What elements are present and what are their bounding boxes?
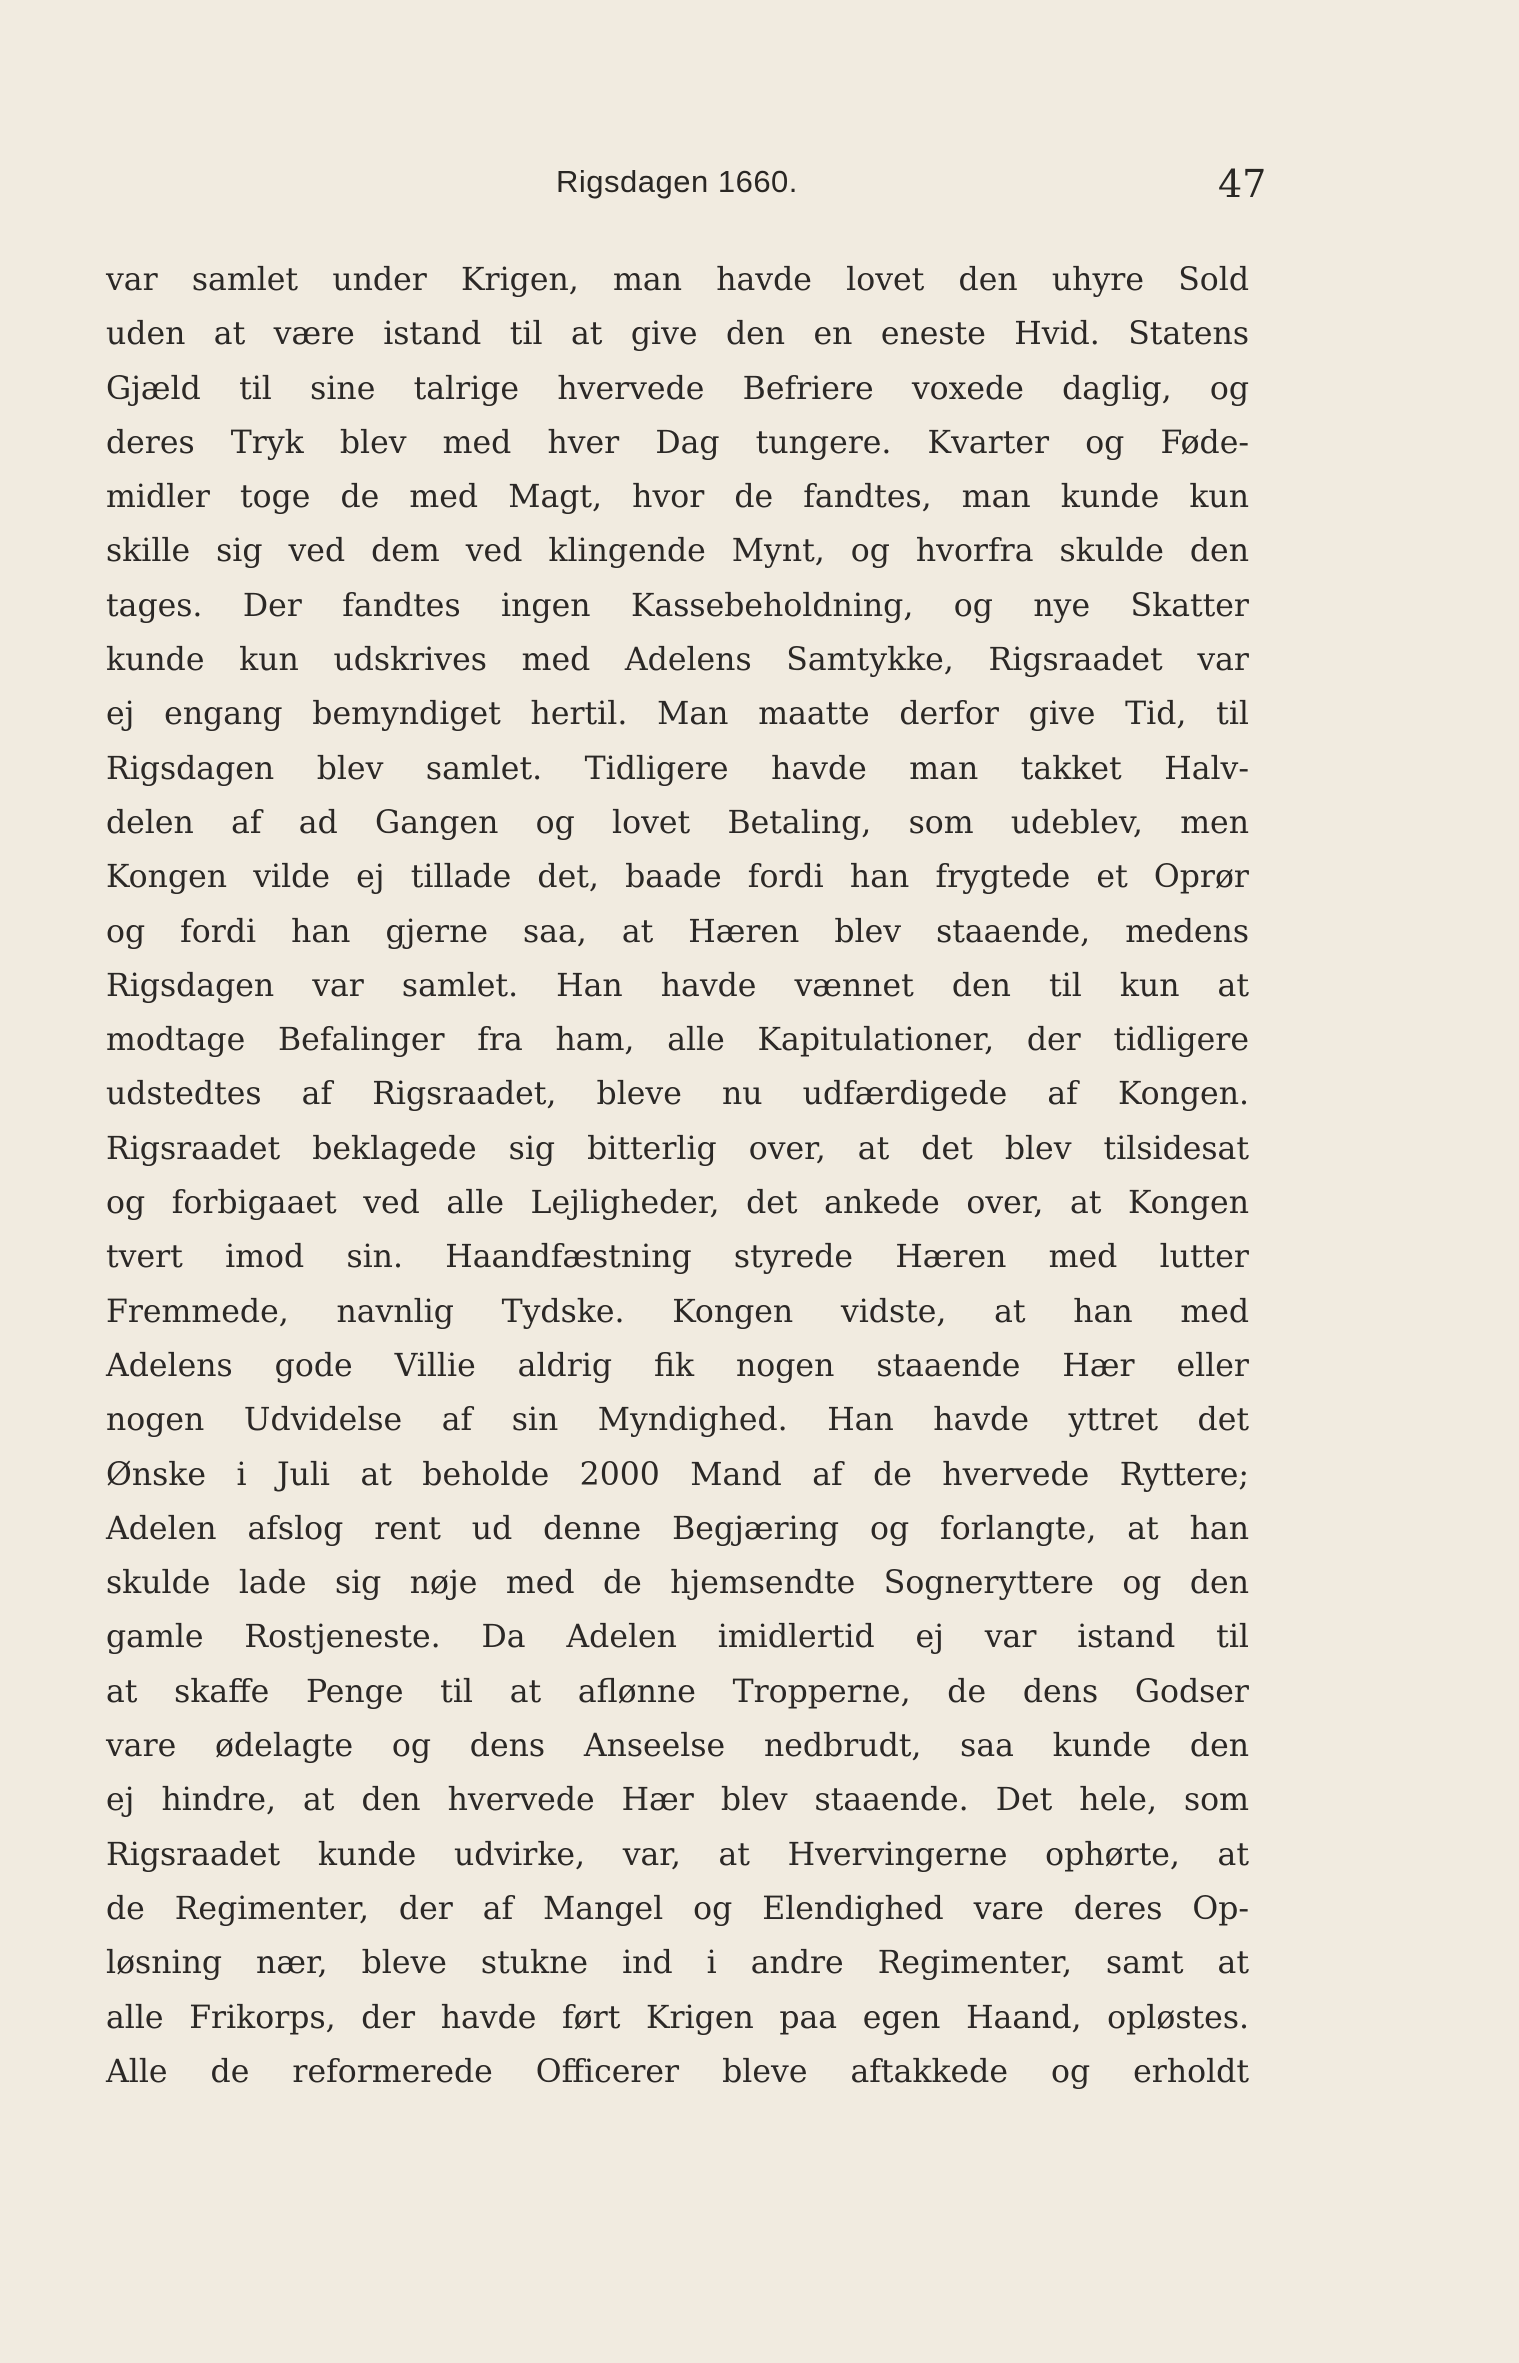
text-line: tages. Der fandtes ingen Kassebeholdning, og nye Skatter [106, 587, 1249, 624]
text-line: Rigsraadet kunde udvirke, var, at Hvervingerne ophørte, at [106, 1836, 1249, 1873]
text-line: skille sig ved dem ved klingende Mynt, og hvorfra skulde den [106, 533, 1249, 570]
text-line: Rigsdagen blev samlet. Tidligere havde man takket Halv- [106, 750, 1249, 787]
text-line: tvert imod sin. Haandfæstning styrede Hæren med lutter [106, 1239, 1249, 1276]
text-line: Gjæld til sine talrige hvervede Befriere voxede daglig, og [106, 370, 1249, 407]
text-line: uden at være istand til at give den en eneste Hvid. Statens [106, 316, 1249, 353]
text-line: og forbigaaet ved alle Lejligheder, det ankede over, at Kongen [106, 1185, 1249, 1222]
running-title: Rigsdagen 1660. [556, 164, 798, 199]
text-line: deres Tryk blev med hver Dag tungere. Kvarter og Føde- [106, 424, 1249, 461]
running-head [0, 160, 1519, 220]
text-line: kunde kun udskrives med Adelens Samtykke, Rigsraadet var [106, 642, 1249, 679]
text-line: var samlet under Krigen, man havde lovet den uhyre Sold [106, 262, 1249, 298]
text-line: løsning nær, bleve stukne ind i andre Regimenter, samt at [106, 1945, 1249, 1982]
text-line: Kongen vilde ej tillade det, baade fordi han frygtede et Oprør [106, 859, 1249, 896]
text-line: ej engang bemyndiget hertil. Man maatte derfor give Tid, til [106, 696, 1249, 733]
page-number: 47 [1218, 162, 1267, 206]
text-line: modtage Befalinger fra ham, alle Kapitulationer, der tidligere [106, 1022, 1249, 1059]
text-line: midler toge de med Magt, hvor de fandtes, man kunde kun [106, 479, 1249, 516]
text-line: vare ødelagte og dens Anseelse nedbrudt, saa kunde den [106, 1728, 1249, 1765]
text-line: de Regimenter, der af Mangel og Elendighed vare deres Op- [106, 1890, 1249, 1927]
text-line: Fremmede, navnlig Tydske. Kongen vidste, at han med [106, 1293, 1249, 1330]
text-line: ej hindre, at den hvervede Hær blev staaende. Det hele, som [106, 1782, 1249, 1819]
text-line: Ønske i Juli at beholde 2000 Mand af de hvervede Ryttere; [106, 1456, 1249, 1493]
body-text [106, 253, 1249, 2099]
text-line: Rigsdagen var samlet. Han havde vænnet den til kun at [106, 967, 1249, 1004]
text-line: at skaffe Penge til at aflønne Tropperne, de dens Godser [106, 1673, 1249, 1710]
text-line: og fordi han gjerne saa, at Hæren blev staaende, medens [106, 913, 1249, 950]
text-line: Rigsraadet beklagede sig bitterlig over, at det blev tilsidesat [106, 1130, 1249, 1167]
text-line: nogen Udvidelse af sin Myndighed. Han havde yttret det [106, 1402, 1249, 1439]
text-line: gamle Rostjeneste. Da Adelen imidlertid ej var istand til [106, 1619, 1249, 1656]
text-line: udstedtes af Rigsraadet, bleve nu udfærdigede af Kongen. [106, 1076, 1249, 1113]
text-line: alle Frikorps, der havde ført Krigen paa egen Haand, opløstes. [106, 1999, 1249, 2036]
text-line: Alle de reformerede Officerer bleve aftakkede og erholdt [106, 2053, 1249, 2090]
text-line: Adelen afslog rent ud denne Begjæring og forlangte, at han [106, 1510, 1249, 1547]
text-line: skulde lade sig nøje med de hjemsendte Sogneryttere og den [106, 1565, 1249, 1602]
text-line: Adelens gode Villie aldrig fik nogen staaende Hær eller [106, 1347, 1249, 1384]
text-line: delen af ad Gangen og lovet Betaling, som udeblev, men [106, 804, 1249, 841]
